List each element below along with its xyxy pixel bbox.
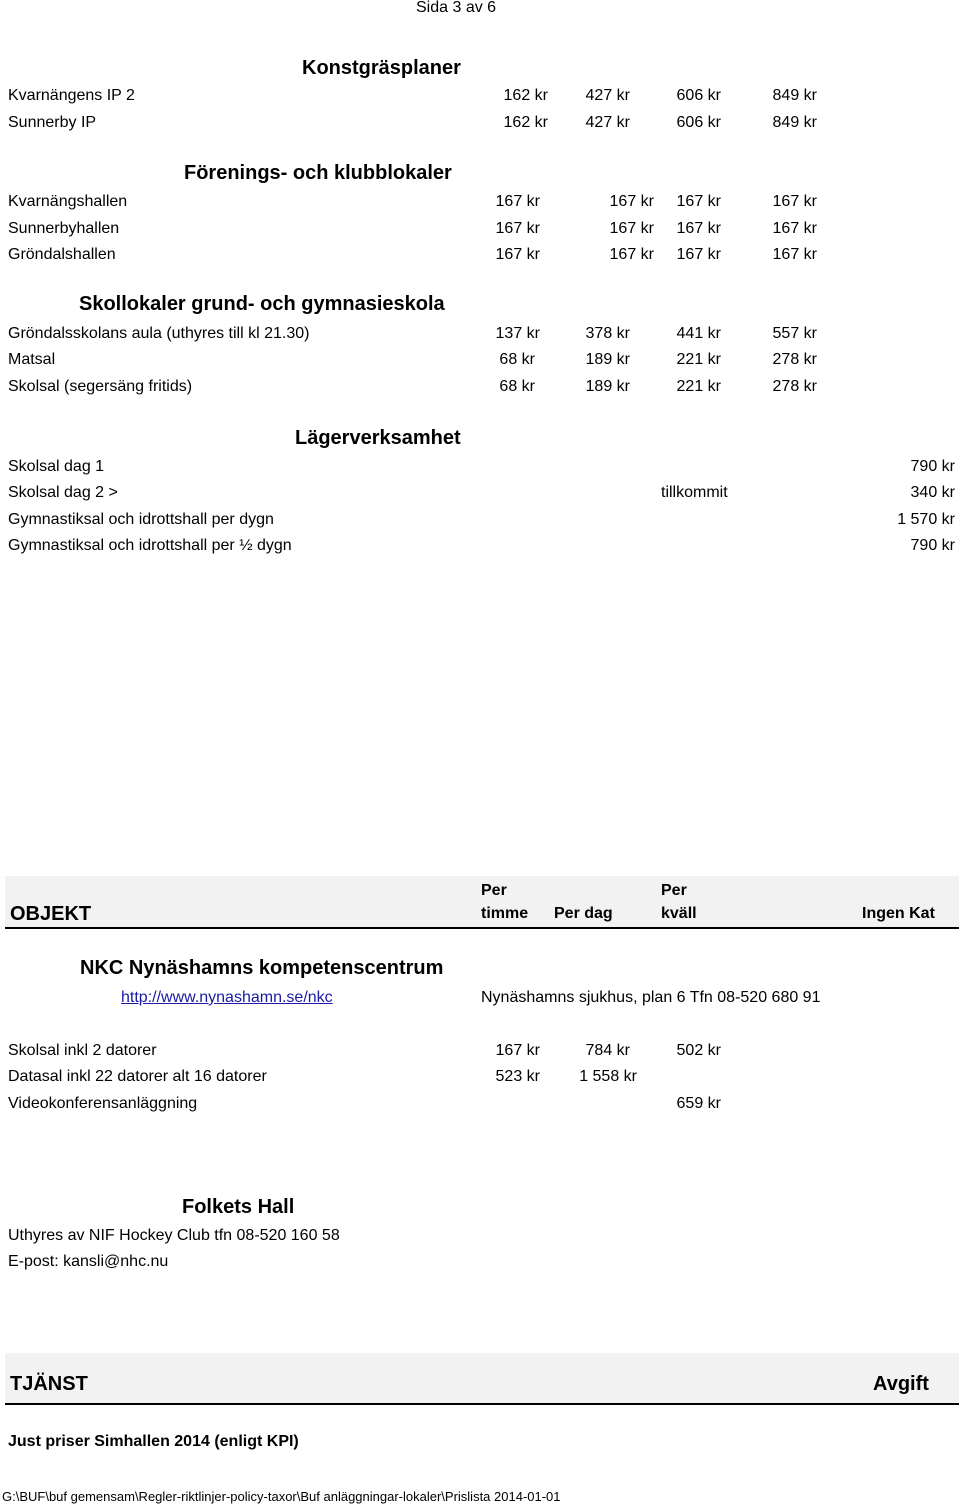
price-cell: 167 kr: [495, 220, 540, 237]
section-title-konstgras: Konstgräsplaner: [302, 57, 461, 79]
price-cell: 790 kr: [910, 458, 955, 475]
price-cell: 849 kr: [772, 114, 817, 131]
row-name: Gymnastiksal och idrottshall per ½ dygn: [8, 537, 292, 554]
section-title-folkets-hall: Folkets Hall: [182, 1196, 295, 1218]
price-cell: 557 kr: [772, 325, 817, 342]
price-cell: 162 kr: [503, 87, 548, 104]
price-cell: 167 kr: [676, 193, 721, 210]
footer-file-path: G:\BUF\buf gemensam\Regler-riktlinjer-policy-taxor\Buf anläggningar-lokaler\Prislista 2014-01-01: [2, 1489, 561, 1504]
price-cell: 167 kr: [495, 1042, 540, 1059]
price-cell: 606 kr: [676, 114, 721, 131]
folkets-hall-contact: Uthyres av NIF Hockey Club tfn 08-520 160 58: [8, 1227, 340, 1244]
price-cell: 1 570 kr: [897, 511, 955, 528]
price-cell: 378 kr: [585, 325, 630, 342]
price-cell: 659 kr: [676, 1095, 721, 1112]
section-title-nkc: NKC Nynäshamns kompetenscentrum: [80, 957, 444, 979]
tjanst-header-band: [5, 1353, 959, 1405]
price-cell: 427 kr: [585, 87, 630, 104]
price-cell: 849 kr: [772, 87, 817, 104]
column-header-tjanst: TJÄNST: [10, 1373, 88, 1395]
price-cell: 137 kr: [495, 325, 540, 342]
row-name: Skolsal (segersäng fritids): [8, 378, 193, 395]
price-cell: 189 kr: [585, 351, 630, 368]
column-header-kvall: kväll: [661, 905, 697, 922]
column-header-per-dag: Per dag: [554, 905, 613, 922]
price-cell: 167 kr: [495, 193, 540, 210]
price-cell: 221 kr: [676, 378, 721, 395]
column-header-objekt: OBJEKT: [10, 903, 92, 925]
row-name: Gymnastiksal och idrottshall per dygn: [8, 511, 274, 528]
price-cell: 502 kr: [676, 1042, 721, 1059]
price-cell: 523 kr: [495, 1068, 540, 1085]
price-cell: 167 kr: [772, 193, 817, 210]
price-cell: 167 kr: [495, 246, 540, 263]
column-header-avgift: Avgift: [873, 1373, 929, 1395]
column-header-per: Per: [661, 882, 687, 899]
row-name: Matsal: [8, 351, 56, 368]
section-title-forening: Förenings- och klubblokaler: [184, 162, 452, 184]
price-cell: 167 kr: [609, 246, 654, 263]
header-divider: [5, 927, 959, 929]
row-name: Gröndalsskolans aula (uthyres till kl 21.30): [8, 325, 310, 342]
price-cell: 167 kr: [676, 220, 721, 237]
price-cell: 278 kr: [772, 378, 817, 395]
column-header-per: Per: [481, 882, 507, 899]
row-name: Kvarnängens IP 2: [8, 87, 135, 104]
price-cell: 1 558 kr: [579, 1068, 637, 1085]
row-name: Sunnerby IP: [8, 114, 97, 131]
row-name: Datasal inkl 22 datorer alt 16 datorer: [8, 1068, 267, 1085]
price-cell: 784 kr: [585, 1042, 630, 1059]
section-title-skol: Skollokaler grund- och gymnasieskola: [79, 293, 445, 315]
header-divider: [5, 1403, 959, 1405]
row-note: tillkommit: [661, 484, 728, 501]
row-name: Skolsal dag 1: [8, 458, 105, 475]
column-header-ingen-kat: Ingen Kat: [862, 905, 935, 922]
price-cell: 221 kr: [676, 351, 721, 368]
row-name: Gröndalshallen: [8, 246, 116, 263]
price-cell: 162 kr: [503, 114, 548, 131]
price-cell: 167 kr: [609, 220, 654, 237]
nkc-website-link[interactable]: http://www.nynashamn.se/nkc: [121, 989, 333, 1006]
price-cell: 167 kr: [772, 220, 817, 237]
price-cell: 68 kr: [499, 378, 535, 395]
price-cell: 441 kr: [676, 325, 721, 342]
section-title-lager: Lägerverksamhet: [295, 427, 461, 449]
price-cell: 427 kr: [585, 114, 630, 131]
price-cell: 278 kr: [772, 351, 817, 368]
row-name: Videokonferensanläggning: [8, 1095, 198, 1112]
column-header-timme: timme: [481, 905, 529, 922]
price-cell: 68 kr: [499, 351, 535, 368]
row-name: Kvarnängshallen: [8, 193, 128, 210]
price-cell: 167 kr: [772, 246, 817, 263]
price-cell: 790 kr: [910, 537, 955, 554]
nkc-address: Nynäshamns sjukhus, plan 6 Tfn 08-520 680 91: [481, 989, 821, 1006]
price-cell: 167 kr: [609, 193, 654, 210]
price-cell: 167 kr: [676, 246, 721, 263]
price-cell: 340 kr: [910, 484, 955, 501]
folkets-hall-email: E-post: kansli@nhc.nu: [8, 1253, 169, 1270]
row-name: Skolsal dag 2 >: [8, 484, 118, 501]
page-number: Sida 3 av 6: [416, 0, 497, 16]
simhall-note: Just priser Simhallen 2014 (enligt KPI): [8, 1433, 299, 1450]
price-cell: 189 kr: [585, 378, 630, 395]
row-name: Skolsal inkl 2 datorer: [8, 1042, 157, 1059]
price-cell: 606 kr: [676, 87, 721, 104]
row-name: Sunnerbyhallen: [8, 220, 120, 237]
